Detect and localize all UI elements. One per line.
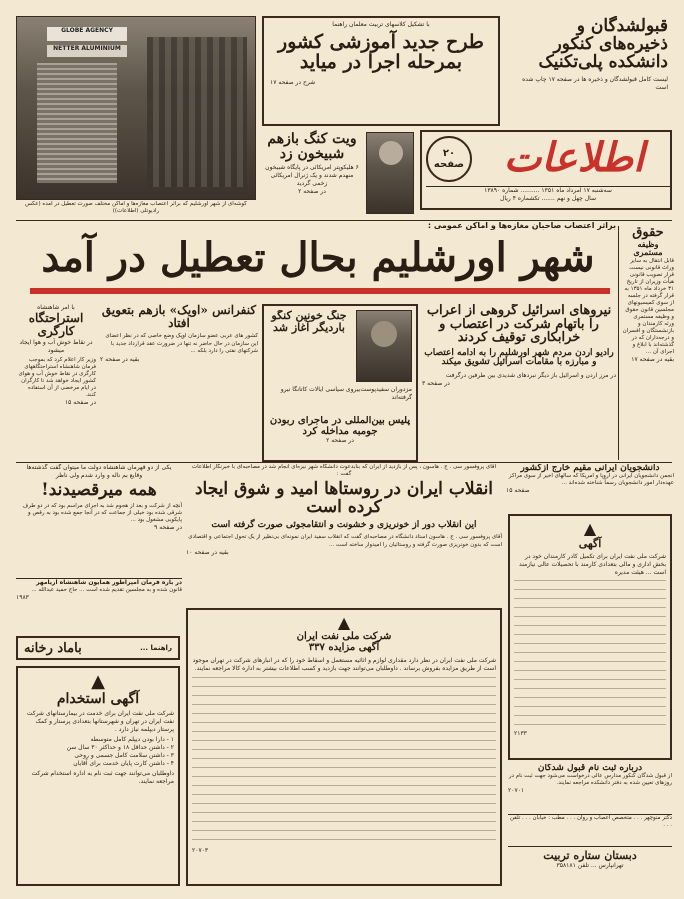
israeli-forces-body: در مرز اردن و اسرائیل باز دیگر نبردهای شدیدی بین طرفین درگرفت — [445, 371, 616, 379]
registration-body: از قبول شدگان کنکور مدارس عالی درخواست می‌شود جهت ثبت نام در روزهای تعیین شده به دفتر دانشکده مراجعه نمایند. — [508, 773, 672, 787]
registration-ref: ۲۰۷۰۱ — [508, 787, 525, 795]
students-headline: دانشجویان ایرانی مقیم خارج ازکشور — [520, 464, 660, 473]
revolution-body: آقای پروفسور سی . ج . هاسون استاد دانشگاه در مصاحبه‌ای گفت که انقلاب سفید ایران نمونه‌ای بی‌نظیر از یک تحول اجتماعی و اقتصادی است که بدون خونریزی صورت گرفته و روستائیان را امیدوار ساخته است ... — [188, 534, 502, 548]
shop-sign-1: GLOBE AGENCY — [47, 27, 127, 41]
registration-headline: درباره ثبت نام قبول شدگان — [537, 764, 643, 773]
ad-strip — [16, 636, 180, 660]
rest-story — [16, 304, 96, 462]
ovik-ref: بقیه در صفحه ۲ — [100, 355, 140, 363]
rest-ref: در صفحه ۱۵ — [64, 399, 96, 407]
hiring-notice — [16, 666, 180, 886]
israeli-forces-sub: رادیو اردن مردم شهر اورشلیم را به ادامه اعتصاب و مبارزه با مقامات اسرائیل تشویق میکند — [424, 347, 614, 368]
konkur-headline: قبولشدگان و ذخیره‌های کنکور دانشکده پلی‌تکنیک — [538, 16, 668, 72]
auction-ref: ۲۰۷۰۳ — [192, 847, 209, 854]
auction-notice — [186, 608, 502, 886]
israeli-forces-headline: نیروهای اسرائیل گروهی از اعراب را باتهام شرکت در اعتصاب و خرابکاری توقیف کردند — [426, 304, 612, 346]
huquq-ref: بقیه در صفحه ۱۷ — [631, 356, 674, 364]
ad-strip-left: راهنما ... — [140, 644, 172, 652]
hiring-item: ۳ - داشتن سلامت کامل جسمی و روحی — [74, 751, 174, 759]
farmers-story — [16, 578, 182, 632]
farmers-body: قانون شده و به مجلسین تقدیم شده است ... حاج حمید عبدالله ... — [31, 587, 182, 593]
huquq-title: حقوق — [632, 226, 664, 240]
revolution-headline: انقلاب ایران در روستاها امید و شوق ایجاد کرده است — [194, 479, 494, 517]
vietcong-story — [262, 130, 362, 220]
auction-title: شرکت ملی نفت ایران — [296, 631, 392, 642]
congo-photo-face — [371, 321, 397, 347]
school-ad-headline: دبستان ستاره تربیت — [543, 849, 637, 862]
auction-emblem-icon: ▲ — [337, 613, 351, 632]
nioc-emblem-icon: ▲ — [91, 671, 105, 692]
israeli-forces-story — [422, 304, 616, 462]
clinic-ad: دکتر منوچهر . . . متخصص اعصاب و روان . . . مطب : خیابان . . . تلفن . . . — [508, 814, 672, 844]
farmers-headline: در باره فرمان امپراطور همایون شاهنشاه آریامهر — [36, 579, 182, 586]
notice-emblem-icon: ▲ — [583, 519, 597, 538]
congo-story — [262, 304, 418, 462]
education-ref: شرح در صفحه ۱۷ — [270, 78, 316, 86]
konkur-story — [506, 16, 672, 130]
red-rule — [30, 288, 610, 294]
congo-ref: در صفحه ۲ — [326, 437, 354, 444]
congo-headline2-box — [268, 416, 412, 456]
school-ad-body: تهرانپارس ... تلفن ۳۵۸۱۸۱ — [556, 861, 624, 869]
revolution-kicker: آقای پروفسور سی . ج . هاسون ، پس از بازدید از ایران که بنابدعوت دانشگاه شهر نیزه‌ای انجام شد در مصاحبه‌ای با خبرنگار اطلاعات گفت : — [191, 464, 497, 477]
auction-sub: آگهی مزایده ۳۳۷ — [308, 641, 380, 653]
bomb-headline: همه میرقصیدند! — [41, 480, 157, 500]
notice-title: آگهی — [578, 537, 602, 550]
israeli-forces-ref: در صفحه ۳ — [422, 379, 450, 387]
soldier-photo — [366, 132, 414, 214]
students-story — [506, 464, 674, 510]
masthead — [420, 130, 672, 210]
notice-ref: ۲۱۳۳ — [514, 729, 527, 737]
ovik-body: کشور های عربی عضو سازمان اوپک وضع خاصی که در نظر اعضای این سازمان در حال حاضر نه تنها در ضرورت عقد قرارداد جدید با شرکتهای نفتی را دارد بلکه ... — [105, 333, 258, 355]
rest-body: وزیر کار اعلام کرد که بموجب فرمان شاهنشاه استراحتگاههای کارگری در نقاط خوش آب و هوای کشور ایجاد خواهد شد تا کارگران در ایام مرخصی از آن استفاده کنند. — [18, 357, 96, 399]
huquq-body: قابل انتقال به سایر وراث قانونی نیست. قرار تصویب قانونی هیأت وزیران از تاریخ ۳۱ خرداد ماه ۱۳۵۱ به قرار گرفته در جلسه از سوی کمیسیونهای مجلسین قانون حقوق و وظیفه مستمری ورثه کارمندان و بازنشستگان و افسران و درجه‌داران که در گذشته‌اند با ابلاغ و اجرای آن ... — [622, 258, 674, 356]
hiring-body: شرکت ملی نفت ایران برای خدمت در بیمارستانهای شرکت نفت ایران در تهران و شهرستانها بتعدادی پرستار و کمک پرستار دیپلمه نیاز دارد . — [26, 709, 174, 733]
vietcong-ref: در صفحه ۲ — [298, 188, 326, 196]
huquq-sub: وظیفه مستمری — [633, 238, 663, 258]
notice-box — [508, 514, 672, 760]
konkur-sub: لیست کامل قبولشدگان و ذخیره ها در صفحه ۱۷ چاپ شده است — [522, 75, 668, 91]
students-body: انجمن دانشجویان ایرانی در اروپا و امریکا که سالهای اخیر از سوی مراکز عهده‌دار امور دانشجویان رسماً شناخته شده‌اند ... — [508, 473, 674, 487]
education-kicker: با تشکیل کلاسهای تربیت معلمان راهنما — [332, 21, 430, 28]
revolution-ref: بقیه در صفحه ۱۰ — [186, 549, 229, 557]
rest-sub: در نقاط خوش آب و هوا ایجاد میشود — [19, 339, 93, 355]
bomb-ref: در صفحه ۹ — [154, 523, 182, 531]
soldier-face — [379, 141, 403, 165]
hiring-footer: داوطلبان می‌توانند جهت ثبت نام به اداره استخدام شرکت مراجعه نمایند. — [31, 769, 174, 785]
education-headline: طرح جدید آموزشی کشور بمرحله اجرا در میاید — [278, 31, 484, 73]
bomb-kicker: یکی از دو قهرمان شاهنشاه دولت ما میتوان گفت گذشته‌ها — [26, 464, 172, 471]
people-crowd — [147, 37, 247, 187]
congo-headline: جنگ خونین کنگو باردیگر آغاز شد — [271, 310, 347, 334]
photo-caption: گوشه‌ای از شهر اورشلیم که براثر اعتصاب مغازه‌ها و اماکن مختلف صورت تعطیل در آمده (عکس رادیوتلی (اطلاعات)) — [25, 201, 247, 214]
hiring-title: آگهی استخدام — [56, 691, 140, 707]
bomb-body: آنچه از شرکت و بعد از هجوم شد به اجرای مراسم بود که در دو طرف شرقی شده بود خیلی از جماعت که در آنجا جمع شده بود به رقص و پایکوبی مشغول بود ... — [22, 502, 182, 523]
hiring-items — [22, 736, 174, 768]
ad-strip-brand: باماد رخانه — [24, 640, 82, 656]
auction-text-lines — [192, 677, 496, 847]
school-ad — [508, 846, 672, 886]
vietcong-body: ۶ هلیکوپتر امریکائی در پایگاه شبیخون منهدم شدند و یک ژنرال امریکائی زخمی گردید — [265, 164, 359, 188]
jerusalem-street-photo — [16, 16, 256, 200]
farmers-ref: ۱۹۸۳ — [16, 594, 29, 601]
congo-body-box — [268, 386, 412, 416]
closed-shutter — [37, 63, 117, 183]
main-headline: شهر اورشلیم بحال تعطیل در آمد — [41, 234, 595, 281]
masthead-logo: اطلاعات — [503, 134, 645, 181]
education-story — [262, 16, 500, 126]
hiring-item: ۲ - داشتن حداقل ۱۸ و حداکثر ۳۰ سال سن — [66, 743, 174, 751]
hiring-item: ۴ - داشتن کارت پایان خدمت برای آقایان — [73, 759, 174, 767]
hiring-item: ۱ - دارا بودن دیپلم کامل متوسطه — [90, 735, 174, 743]
ovik-story — [100, 304, 258, 462]
masthead-dateline: سه‌شنبه ۱۷ امرداد ماه ۱۳۵۱ .......... شماره ۱۳۸۹۰ سال چهل و نهم ....... تکشماره ۴ ریال — [426, 186, 670, 208]
shop-sign-2: NETTER ALUMINIUM — [47, 45, 127, 57]
registration-story — [508, 764, 672, 812]
huquq-story — [622, 226, 674, 460]
rest-headline: استراحتگاه کارگری — [28, 311, 84, 338]
bomb-sub: وقایع بم ناله و وارد شدم ولی ناظر — [55, 472, 143, 479]
auction-body: شرکت ملی نفت ایران در نظر دارد مقداری لوازم و اثاثیه مستعمل و اسقاط خود را که در انبارهای شرکت در تهران موجود است از طریق مزایده بفروش برساند . داوطلبان می‌توانند جهت بازدید و کسب اطلاعات بیشتر به اداره کالا مراجعه نمایند. — [192, 657, 496, 672]
congo-body: مزدوران سفیدپوست‌بیروی سیاسی ایالات کاتانگا نیرو گرفته‌اند — [280, 386, 412, 401]
vietcong-headline: ویت کنگ بازهم شبیخون زد — [267, 131, 357, 162]
congo-headline2: پلیس بین‌المللی در ماجرای ربودن جومبه مداخله کرد — [269, 416, 411, 437]
congo-headline-box — [268, 310, 350, 354]
rest-kicker: با امر شاهنشاه — [37, 304, 75, 311]
revolution-sub: این انقلاب دور از خونریزی و خشونت و انتقامجوئی صورت گرفته است — [211, 519, 477, 530]
main-kicker: براثر اعتصاب صاحبان مغازه‌ها و اماکن عمومی : — [427, 222, 616, 230]
revolution-story — [186, 464, 502, 604]
ovik-headline: کنفرانس «اویک» بازهم بتعویق افتاد — [101, 304, 257, 330]
bomb-story — [16, 464, 182, 576]
notice-body: شرکت ملی نفت ایران برای تکمیل کادر کارمندان خود در بخش اداری و مالی بتعدادی کارمند با تحصیلات عالی نیازمند است ... هیئت مدیره — [519, 552, 666, 576]
notice-text-lines — [514, 580, 666, 730]
students-ref: صفحه ۱۵ — [506, 487, 530, 495]
congo-photo — [356, 310, 412, 382]
pages-badge: ۲۰ صفحه — [426, 136, 472, 182]
